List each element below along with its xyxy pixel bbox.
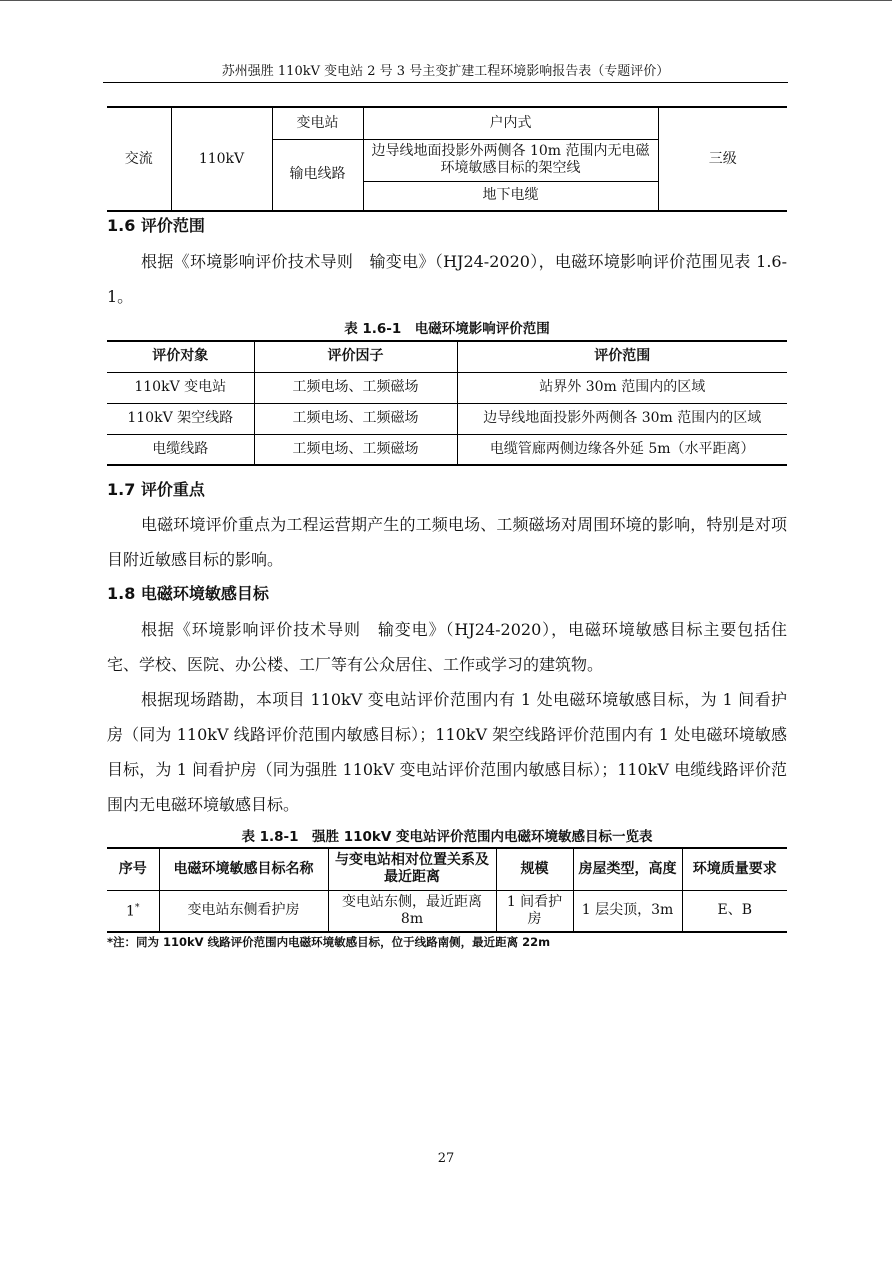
house-type-cell: 1 层尖顶，3m xyxy=(573,890,682,932)
evaluation-scope-table xyxy=(107,340,787,466)
table-header: 评价对象 xyxy=(107,341,254,372)
section-1-6-heading: 1.6 评价范围 xyxy=(107,216,205,235)
position-cell: 变电站东侧，最近距离 8m xyxy=(328,890,496,932)
target-name-cell: 变电站东侧看护房 xyxy=(159,890,328,932)
table-header: 序号 xyxy=(107,848,159,890)
line-overhead-cell: 边导线地面投影外两侧各 10m 范围内无电磁环境敏感目标的架空线 xyxy=(363,139,658,181)
table-cell: 边导线地面投影外两侧各 30m 范围内的区域 xyxy=(457,403,787,434)
table-cell: 电缆线路 xyxy=(107,434,254,465)
table-header: 规模 xyxy=(496,848,573,890)
table-row xyxy=(107,434,787,465)
table-cell: 110kV 架空线路 xyxy=(107,403,254,434)
section-1-8-paragraph-1: 根据《环境影响评价技术导则 输变电》（HJ24-2020），电磁环境敏感目标主要包括住宅、学校、医院、办公楼、工厂等有公众居住、工作或学习的建筑物。 xyxy=(107,620,787,674)
scale-cell: 1 间看护房 xyxy=(496,890,573,932)
table-header: 评价因子 xyxy=(254,341,457,372)
substation-type-cell: 户内式 xyxy=(363,107,658,139)
table-cell: 工频电场、工频磁场 xyxy=(254,403,457,434)
table-cell: 站界外 30m 范围内的区域 xyxy=(457,372,787,403)
line-label-cell: 输电线路 xyxy=(272,139,363,211)
table-header: 电磁环境敏感目标名称 xyxy=(159,848,328,890)
evaluation-grade-table xyxy=(107,106,787,212)
table-1-8-1-caption: 表 1.8-1 强胜 110kV 变电站评价范围内电磁环境敏感目标一览表 xyxy=(241,829,653,845)
asterisk-mark: * xyxy=(134,903,140,914)
table-header: 房屋类型，高度 xyxy=(573,848,682,890)
voltage-cell: 110kV xyxy=(171,107,272,211)
table-header: 评价范围 xyxy=(457,341,787,372)
section-1-8-paragraph-2: 根据现场踏勘，本项目 110kV 变电站评价范围内有 1 处电磁环境敏感目标，为 1 间看护房（同为 110kV 线路评价范围内敏感目标）；110kV 架空线路评价范围内有 1 处电磁环境敏感目标，为 1 间看护房（同为强胜 110kV 变电站评价范围内敏感目标）；110kV 电缆线路评价范围内无电磁环境敏感目标。 xyxy=(107,690,787,814)
table-footnote: *注：同为 110kV 线路评价范围内电磁环境敏感目标，位于线路南侧，最近距离 22m xyxy=(107,935,551,949)
line-cable-cell: 地下电缆 xyxy=(363,181,658,211)
table-cell: 电缆管廊两侧边缘各外延 5m（水平距离） xyxy=(457,434,787,465)
top-border-line xyxy=(0,0,892,1)
section-1-8-heading: 1.8 电磁环境敏感目标 xyxy=(107,584,269,603)
sensitive-target-table xyxy=(107,847,787,933)
table-header: 环境质量要求 xyxy=(682,848,787,890)
section-1-6-paragraph: 根据《环境影响评价技术导则 输变电》（HJ24-2020），电磁环境影响评价范围见表 1.6-1。 xyxy=(107,252,787,306)
table-row xyxy=(107,372,787,403)
row-number-cell: 1* xyxy=(107,890,159,932)
section-1-7-paragraph: 电磁环境评价重点为工程运营期产生的工频电场、工频磁场对周围环境的影响，特别是对项目附近敏感目标的影响。 xyxy=(107,515,787,569)
substation-label-cell: 变电站 xyxy=(272,107,363,139)
table-header: 与变电站相对位置关系及最近距离 xyxy=(328,848,496,890)
table-row xyxy=(107,890,787,932)
table-cell: 110kV 变电站 xyxy=(107,372,254,403)
table-1-6-1-caption: 表 1.6-1 电磁环境影响评价范围 xyxy=(344,321,550,337)
quality-requirement-cell: E、B xyxy=(682,890,787,932)
page-number: 27 xyxy=(437,1151,455,1166)
table-row xyxy=(107,403,787,434)
page-header: 苏州强胜 110kV 变电站 2 号 3 号主变扩建工程环境影响报告表（专题评价） xyxy=(103,64,788,83)
section-1-7-heading: 1.7 评价重点 xyxy=(107,480,205,499)
table-cell: 工频电场、工频磁场 xyxy=(254,434,457,465)
table-cell: 工频电场、工频磁场 xyxy=(254,372,457,403)
grade-cell: 三级 xyxy=(658,107,787,211)
current-type-cell: 交流 xyxy=(107,107,171,211)
